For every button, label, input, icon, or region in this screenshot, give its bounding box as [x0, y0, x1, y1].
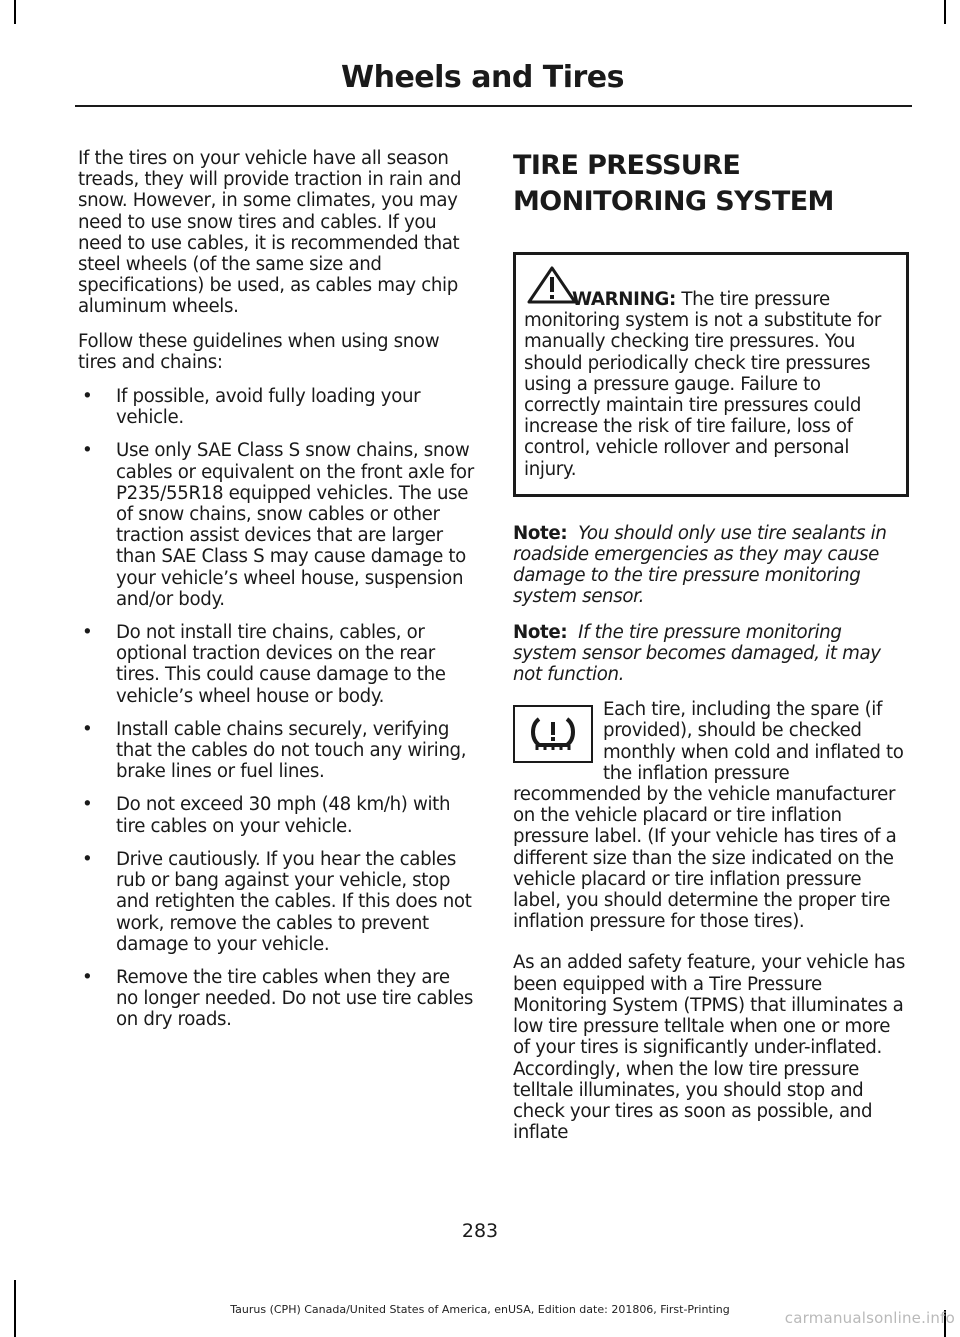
- footer-edition: Taurus (CPH) Canada/United States of America, enUSA, Edition date: 201806, First-Printing: [230, 1303, 730, 1316]
- list-item: • Drive cautiously. If you hear the cables rub or bang against your vehicle, stop and retighten the cables. If this does not work, remove the cables to prevent damage to your vehicle.: [78, 849, 476, 955]
- crop-mark-top-right: [944, 0, 946, 24]
- warning-text: The tire pressure monitoring system is not a substitute for manually checking tire pressures. You should periodically check tire pressures using a pressure gauge. Failure to correctly maintain tire pressures could increase the risk of tire failure, loss of control, vehicle rollover and personal injury.: [524, 289, 882, 480]
- list-item: • Do not exceed 30 mph (48 km/h) with tire cables on your vehicle.: [78, 794, 476, 836]
- low-tire-pressure-icon: [513, 705, 593, 763]
- list-item: • If possible, avoid fully loading your vehicle.: [78, 386, 476, 428]
- intro-paragraph: If the tires on your vehicle have all season treads, they will provide traction in rain and snow. However, in some climates, you may need to use snow tires and cables. If you need to use cables, it is recommended that steel wheels (of the same size and specifications) be used, as cables may chip aluminum wheels.: [78, 148, 462, 318]
- list-item: • Remove the tire cables when they are no longer needed. Do not use tire cables on dry roads.: [78, 967, 476, 1031]
- guidelines-intro: Follow these guidelines when using snow tires and chains:: [78, 330, 440, 373]
- header-rule: [75, 105, 912, 107]
- page-number: 283: [461, 1220, 499, 1242]
- warning-box: [513, 252, 909, 497]
- section-heading: TIRE PRESSURE MONITORING SYSTEM: [513, 150, 834, 217]
- tpms-feature-paragraph: As an added safety feature, your vehicle has been equipped with a Tire Pressure Monitoring System (TPMS) that illuminates a low tire pressure telltale when one or more of your tires is significantly under-inflated. Accordingly, when the low tire pressure telltale illuminates, you should stop and check your tires as soon as possible, and inflate: [513, 952, 905, 1144]
- tpms-check-paragraph: Each tire, including the spare (if provided), should be checked monthly when cold and inflated to the inflation pressure recommended by the vehicle manufacturer on the vehicle placard or tire inflation pressure label. (If your vehicle has tires of a different size than the size indicated on the vehicle placard or tire inflation pressure label, you should determine the proper tire inflation pressure for those tires).: [513, 699, 904, 933]
- list-item: • Do not install tire chains, cables, or optional traction devices on the rear tires. This could cause damage to the vehicle’s wheel house or body.: [78, 622, 476, 707]
- note-sealants: [513, 523, 909, 608]
- guideline-list: [78, 386, 476, 1030]
- right-column: [513, 148, 909, 1156]
- page-title: Wheels and Tires: [341, 60, 624, 95]
- list-item: • Install cable chains securely, verifying that the cables do not touch any wiring, brake lines or fuel lines.: [78, 719, 476, 783]
- watermark: carmanualsonline.info: [784, 1309, 955, 1327]
- note-label: Note:: [513, 621, 568, 643]
- warning-triangle-icon: [526, 265, 578, 310]
- note-label: Note:: [513, 522, 568, 544]
- crop-mark-top-left: [14, 0, 16, 24]
- tpms-paragraph-block: [513, 699, 909, 932]
- note-sensor: [513, 622, 909, 686]
- left-column: [78, 148, 476, 1043]
- note-text: If the tire pressure monitoring system sensor becomes damaged, it may not function.: [513, 621, 881, 686]
- note-text: You should only use tire sealants in roadside emergencies as they may cause damage to the tire pressure monitoring system sensor.: [513, 522, 887, 608]
- list-item: • Use only SAE Class S snow chains, snow cables or equivalent on the front axle for P235/55R18 equipped vehicles. The use of snow chains, snow cables or other traction assist devices that are larger than SAE Class S may cause damage to your vehicle’s wheel house, suspension and/or body.: [78, 440, 476, 610]
- warning-label: WARNING:: [572, 289, 676, 310]
